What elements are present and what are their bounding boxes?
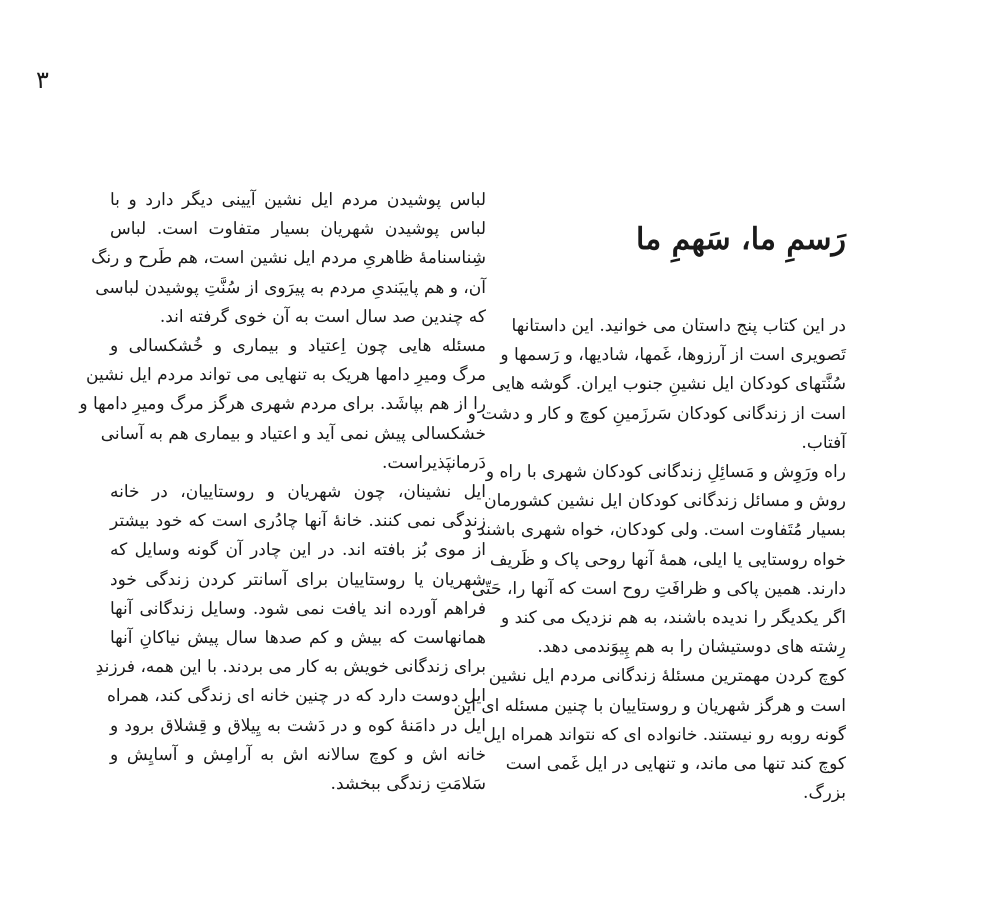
text-line: آن، و هم پایبَندیِ مردم به پیرَوی از سُنَّتِ پوشیدن لباسی (95, 277, 486, 298)
text-line: تَصویری است از آرزوها، غَمها، شادیها، و رَسمها و (500, 345, 846, 366)
text-line: دارند. همین پاکی و ظرافَتِ روح است که آنها را، حَتّی (471, 578, 846, 599)
right-paragraph (467, 312, 846, 458)
text-line: دَرمانپَذیراست. (381, 452, 486, 473)
text-line: ایل نشینان، چون شهریان و روستاییان، در خانه (110, 482, 486, 503)
text-line: لباس پوشیدن شهریان بسیار متفاوت است. لباس (110, 219, 486, 240)
text-line: شِناسنامهٔ ظاهریِ مردم ایل نشین است، هم طَرح و رنگ (91, 248, 486, 269)
chapter-title: رَسمِ ما، سَهمِ ما (636, 222, 846, 257)
right-paragraph (453, 662, 846, 808)
left-paragraph (91, 186, 486, 332)
text-line: روش و مسائل زندگانی کودکان ایل نشین کشورمان (484, 491, 846, 512)
text-line: بسیار مُتَفاوت است. ولی کودکان، خواه شهری باشند و (463, 520, 846, 541)
text-line: همانهاست که بیش و کم صدها سال پیش نیاکانِ آنها (110, 628, 486, 649)
text-line: است و هرگز شهریان و روستاییان با چنین مسئله ای این (453, 695, 846, 716)
left-column (79, 186, 486, 799)
text-line: اگر یکدیگر را ندیده باشند، به هم نزدیک می کند و (500, 608, 846, 629)
text-line: است از زندگانی کودکان سَرزَمینِ کوچ و کار و دشت و (467, 403, 846, 424)
text-line: فراهم آورده اند یافت نمی شود. وسایل زندگانی آنها (110, 598, 486, 619)
text-line: خشکسالی پیش نمی آید و اعتیاد و بیماری هم به آسانی (100, 423, 486, 444)
text-line: برای زندگانی خویش به کار می بردند. با این همه، فرزندِ (95, 657, 486, 678)
left-paragraph (79, 332, 486, 478)
text-line: سُنَّتهای کودکان ایل نشینِ جنوب ایران. گوشه هایی (491, 374, 846, 395)
text-line: زندگی نمی کنند. خانهٔ آنها چادُری است که خود بیشتر (110, 511, 486, 532)
text-line: ایل در دامَنهٔ کوه و در دَشت به یِیلاق و قِشلاق برود و (110, 715, 486, 736)
text-line: ایل دوست دارد که در چنین خانه ای زندگی کند، همراه (107, 686, 486, 707)
text-line: کوچ کردن مهمترین مسئلهٔ زندگانی مردم ایل نشین (488, 666, 846, 687)
left-paragraph (95, 478, 486, 799)
text-line: خواه روستایی یا ایلی، همهٔ آنها روحی پاک و ظَریف (489, 549, 846, 570)
text-line: را از هم بپاشَد. برای مردم شهری هرگز مرگ ومیرِ دامها و (79, 394, 486, 415)
page-number: ۳ (36, 66, 49, 94)
text-line: از موی بُز بافته اند. در این چادر آن گونه وسایل که (110, 540, 486, 561)
text-line: مسئله هایی چون اِعتیاد و بیماری و خُشکسالی و (110, 336, 486, 357)
text-line: در این کتاب پنج داستان می خوانید. این داستانها (511, 316, 846, 336)
text-line: گونه روبه رو نیستند. خانواده ای که نتواند همراه ایل (483, 724, 846, 745)
text-line: سَلامَتِ زندگی ببخشد. (330, 774, 486, 795)
text-line: لباس پوشیدن مردم ایل نشین آیینی دیگر دارد و با (110, 190, 486, 210)
right-paragraph (463, 458, 846, 662)
text-line: بزرگ. (803, 783, 846, 804)
text-line: مرگ ومیرِ دامها هریک به تنهایی می تواند مردم ایل نشین (86, 365, 486, 386)
text-line: شهریان یا روستاییان برای آسانتر کردن زندگی خود (110, 569, 486, 590)
right-column (453, 312, 846, 808)
text-line: رِشته های دوستیشان را به هم پِیوَندمی دهد. (537, 637, 846, 658)
text-line: راه ورَوِش و مَسائِلِ زندگانی کودکان شهری با راه و (485, 462, 846, 483)
text-line: خانه اش و کوچ سالانه اش به آرامِش و آسایِش و (110, 744, 486, 765)
text-line: آفتاب. (801, 432, 846, 453)
text-line: کوچ کند تنها می ماند، و تنهایی در ایل غَمی است (505, 754, 846, 775)
text-line: که چندین صد سال است به آن خوی گرفته اند. (159, 306, 486, 327)
